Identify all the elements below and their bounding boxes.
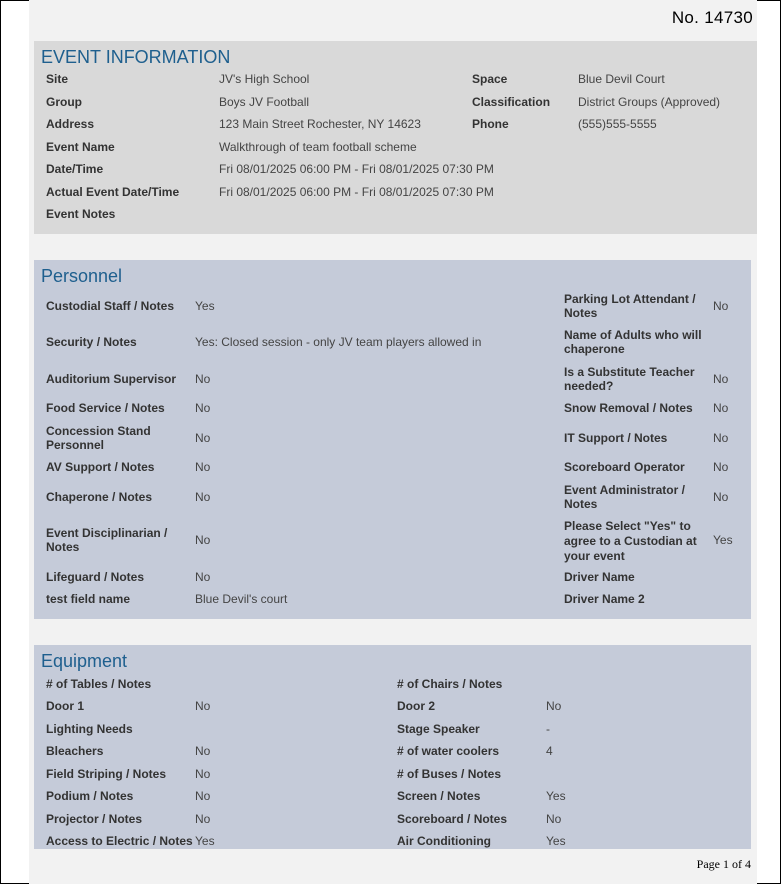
field-label: Event Notes xyxy=(46,207,116,221)
field-label: Is a Substitute Teacher needed? xyxy=(564,365,695,393)
field-value: No xyxy=(713,372,729,386)
field-value: No xyxy=(195,744,211,758)
field-label: Projector / Notes xyxy=(46,812,143,826)
field-label: Parking Lot Attendant / Notes xyxy=(564,292,696,320)
field-label: Driver Name xyxy=(564,570,635,584)
field-value: No xyxy=(713,299,729,313)
field-value: No xyxy=(195,401,211,415)
field-value: No xyxy=(195,431,211,445)
field-label: Door 1 xyxy=(46,699,85,713)
field-label: Space xyxy=(472,72,508,86)
field-value: No xyxy=(195,767,211,781)
field-label: Concession Stand Personnel xyxy=(46,424,151,452)
field-value: No xyxy=(546,699,562,713)
field-value: Yes xyxy=(195,834,215,848)
field-value: Yes: Closed session - only JV team players allowed in xyxy=(195,335,482,349)
field-label: Air Conditioning xyxy=(397,834,491,848)
field-value: Boys JV Football xyxy=(219,95,310,109)
field-value: Walkthrough of team football scheme xyxy=(219,140,417,154)
field-label: Screen / Notes xyxy=(397,789,481,803)
field-label: Name of Adults who will chaperone xyxy=(564,328,702,356)
field-value: Blue Devil Court xyxy=(578,72,665,86)
field-value: No xyxy=(195,490,211,504)
field-value: No xyxy=(195,812,211,826)
field-label: Driver Name 2 xyxy=(564,592,645,606)
field-label: IT Support / Notes xyxy=(564,431,668,445)
document-number: No. 14730 xyxy=(671,8,753,27)
field-label: Event Administrator / Notes xyxy=(564,483,685,511)
field-value: Yes xyxy=(546,789,566,803)
personnel-section xyxy=(34,260,751,619)
field-label: Event Name xyxy=(46,140,115,154)
field-label: Security / Notes xyxy=(46,335,137,349)
equipment-section xyxy=(34,645,751,849)
field-value: - xyxy=(546,722,550,736)
field-label: Auditorium Supervisor xyxy=(46,372,177,386)
field-label: # of water coolers xyxy=(397,744,500,758)
field-value: Fri 08/01/2025 06:00 PM - Fri 08/01/2025 07:30 PM xyxy=(219,162,494,176)
field-label: # of Chairs / Notes xyxy=(397,677,503,691)
field-value: No xyxy=(546,812,562,826)
field-value: Fri 08/01/2025 06:00 PM - Fri 08/01/2025 07:30 PM xyxy=(219,185,494,199)
field-value: No xyxy=(713,490,729,504)
field-value: No xyxy=(195,533,211,547)
field-label: Event Disciplinarian / Notes xyxy=(46,526,168,554)
field-label: Actual Event Date/Time xyxy=(46,185,180,199)
field-value: Yes xyxy=(713,533,733,547)
field-label: AV Support / Notes xyxy=(46,460,155,474)
event-information-section xyxy=(34,41,757,234)
field-label: # of Tables / Notes xyxy=(46,677,152,691)
field-value: No xyxy=(713,431,729,445)
field-label: Please Select "Yes" to agree to a Custodian at your event xyxy=(564,519,697,563)
field-value: District Groups (Approved) xyxy=(578,95,721,109)
field-label: Custodial Staff / Notes xyxy=(46,299,175,313)
personnel-title: Personnel xyxy=(41,266,123,286)
field-value: No xyxy=(195,789,211,803)
field-label: test field name xyxy=(46,592,131,606)
field-value: JV's High School xyxy=(219,72,310,86)
event-information-title: EVENT INFORMATION xyxy=(41,47,231,67)
field-label: Food Service / Notes xyxy=(46,401,165,415)
field-label: Lighting Needs xyxy=(46,722,133,736)
field-label: Access to Electric / Notes xyxy=(46,834,193,848)
field-label: Site xyxy=(46,72,69,86)
field-label: # of Buses / Notes xyxy=(397,767,502,781)
field-label: Scoreboard / Notes xyxy=(397,812,508,826)
field-value: No xyxy=(195,460,211,474)
field-label: Date/Time xyxy=(46,162,104,176)
field-label: Podium / Notes xyxy=(46,789,134,803)
field-label: Address xyxy=(46,117,95,131)
field-value: No xyxy=(195,699,211,713)
field-value: Yes xyxy=(546,834,566,848)
field-value: 4 xyxy=(546,744,553,758)
field-value: Blue Devil's court xyxy=(195,592,288,606)
field-label: Lifeguard / Notes xyxy=(46,570,145,584)
field-value: No xyxy=(713,401,729,415)
field-label: Scoreboard Operator xyxy=(564,460,685,474)
field-value: (555)555-5555 xyxy=(578,117,657,131)
field-value: No xyxy=(195,372,211,386)
field-label: Phone xyxy=(472,117,509,131)
field-label: Field Striping / Notes xyxy=(46,767,167,781)
field-value: Yes xyxy=(195,299,215,313)
equipment-title: Equipment xyxy=(41,651,128,671)
page-footer: Page 1 of 4 xyxy=(696,857,751,871)
field-label: Bleachers xyxy=(46,744,104,758)
field-value: 123 Main Street Rochester, NY 14623 xyxy=(219,117,421,131)
field-value: No xyxy=(195,570,211,584)
field-label: Stage Speaker xyxy=(397,722,480,736)
field-label: Classification xyxy=(472,95,551,109)
field-label: Group xyxy=(46,95,82,109)
field-label: Snow Removal / Notes xyxy=(564,401,693,415)
field-label: Door 2 xyxy=(397,699,436,713)
field-value: No xyxy=(713,460,729,474)
field-label: Chaperone / Notes xyxy=(46,490,153,504)
